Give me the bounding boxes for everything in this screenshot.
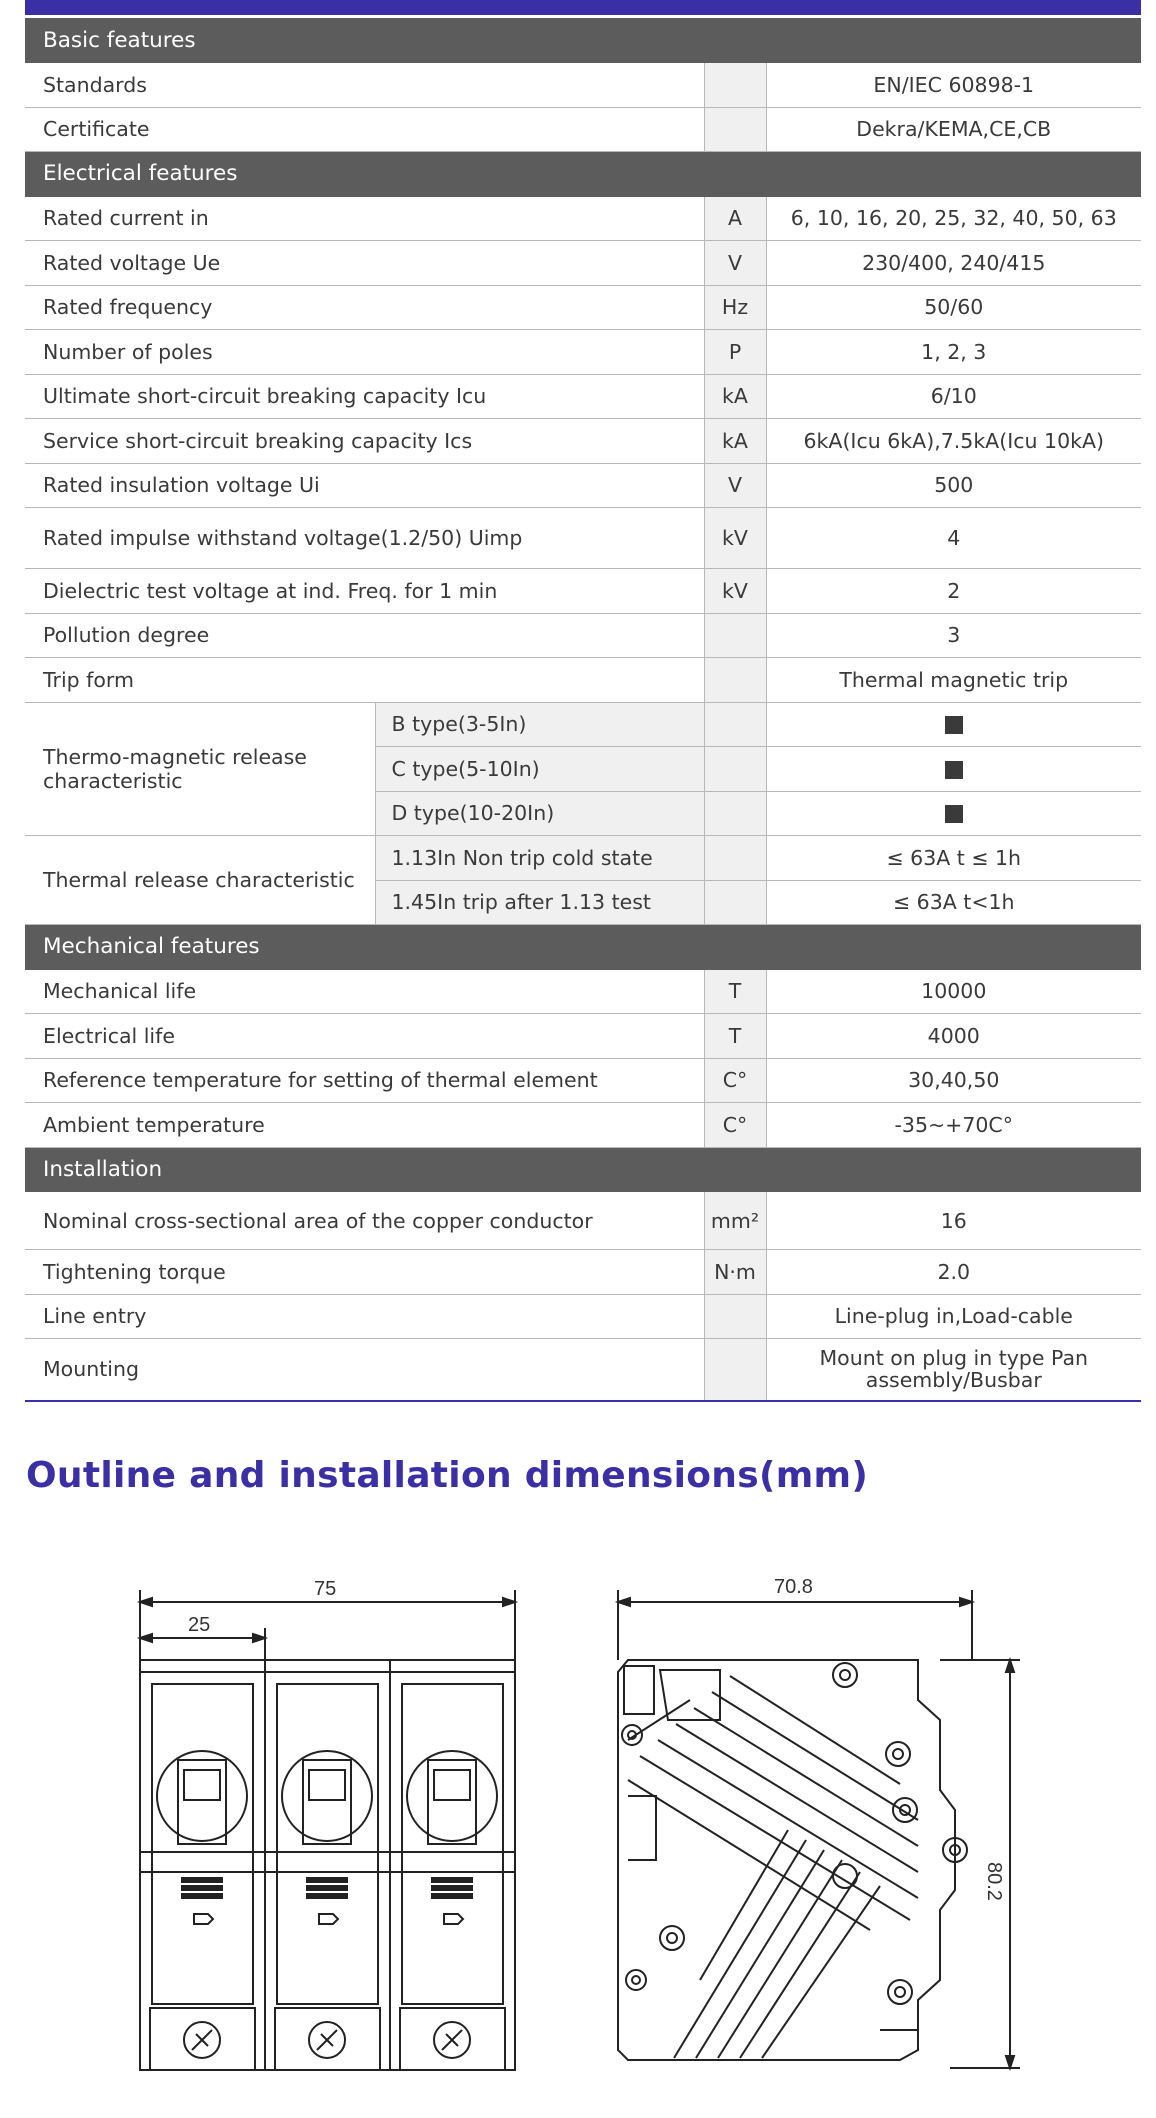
row-unit xyxy=(704,63,766,108)
row-sublabel: 1.13In Non trip cold state xyxy=(375,836,704,881)
row-unit: mm² xyxy=(704,1192,766,1250)
row-value: 500 xyxy=(766,463,1141,508)
table-row xyxy=(25,63,1141,108)
table-row xyxy=(25,374,1141,419)
row-value: Dekra/KEMA,CE,CB xyxy=(766,107,1141,152)
row-value xyxy=(766,702,1141,747)
row-unit: V xyxy=(704,463,766,508)
table-row xyxy=(25,1058,1141,1103)
row-label: Ultimate short-circuit breaking capacity Icu xyxy=(25,374,704,419)
row-unit: V xyxy=(704,241,766,286)
table-row xyxy=(25,330,1141,375)
row-sublabel: D type(10-20In) xyxy=(375,791,704,836)
dim-height: 80.2 xyxy=(983,1862,1005,1901)
dimension-lines-front xyxy=(140,1590,515,1660)
row-unit: P xyxy=(704,330,766,375)
row-value: 4 xyxy=(766,508,1141,569)
table-row xyxy=(25,1339,1141,1401)
table-row xyxy=(25,836,1141,881)
section-header xyxy=(25,925,1141,970)
row-value: 6/10 xyxy=(766,374,1141,419)
row-value: EN/IEC 60898-1 xyxy=(766,63,1141,108)
row-value: 6, 10, 16, 20, 25, 32, 40, 50, 63 xyxy=(766,196,1141,241)
table-row xyxy=(25,613,1141,658)
row-unit: Hz xyxy=(704,285,766,330)
row-label: Trip form xyxy=(25,658,704,703)
row-label: Rated insulation voltage Ui xyxy=(25,463,704,508)
side-view xyxy=(618,1660,967,2060)
section-title: Installation xyxy=(25,1147,1141,1192)
row-value: Thermal magnetic trip xyxy=(766,658,1141,703)
row-label: Rated impulse withstand voltage(1.2/50) Uimp xyxy=(25,508,704,569)
front-view xyxy=(140,1660,515,2070)
row-value: 2 xyxy=(766,569,1141,614)
table-row xyxy=(25,569,1141,614)
row-label: Ambient temperature xyxy=(25,1103,704,1148)
filled-square-icon xyxy=(945,716,963,734)
table-row xyxy=(25,107,1141,152)
row-label: Reference temperature for setting of thermal element xyxy=(25,1058,704,1103)
row-value: ≤ 63A t ≤ 1h xyxy=(766,836,1141,881)
row-value: 16 xyxy=(766,1192,1141,1250)
row-value: -35~+70C° xyxy=(766,1103,1141,1148)
row-unit: T xyxy=(704,969,766,1014)
row-value xyxy=(766,747,1141,792)
table-row xyxy=(25,969,1141,1014)
row-unit: C° xyxy=(704,1103,766,1148)
row-unit: A xyxy=(704,196,766,241)
table-row xyxy=(25,196,1141,241)
outline-drawing xyxy=(0,1560,1156,2090)
row-label: Service short-circuit breaking capacity Ics xyxy=(25,419,704,464)
table-row xyxy=(25,1014,1141,1059)
filled-square-icon xyxy=(945,805,963,823)
section-header xyxy=(25,18,1141,63)
row-unit xyxy=(704,1294,766,1339)
spec-table xyxy=(25,18,1141,1402)
row-unit xyxy=(704,836,766,881)
row-label: Rated current in xyxy=(25,196,704,241)
row-unit xyxy=(704,1339,766,1401)
row-unit xyxy=(704,791,766,836)
table-row xyxy=(25,463,1141,508)
row-value: 3 xyxy=(766,613,1141,658)
table-row xyxy=(25,419,1141,464)
row-value: 30,40,50 xyxy=(766,1058,1141,1103)
outline-title: Outline and installation dimensions(mm) xyxy=(26,1455,869,1496)
row-unit: kA xyxy=(704,419,766,464)
row-sublabel: 1.45In trip after 1.13 test xyxy=(375,880,704,925)
table-row xyxy=(25,285,1141,330)
row-value: 1, 2, 3 xyxy=(766,330,1141,375)
filled-square-icon xyxy=(945,761,963,779)
row-unit: N·m xyxy=(704,1250,766,1295)
row-value: 230/400, 240/415 xyxy=(766,241,1141,286)
dimension-lines-side xyxy=(618,1590,1020,2068)
row-label: Thermo-magnetic release characteristic xyxy=(25,702,375,836)
row-value xyxy=(766,791,1141,836)
row-unit: kV xyxy=(704,569,766,614)
top-accent-bar xyxy=(25,0,1141,15)
row-unit: kA xyxy=(704,374,766,419)
row-label: Tightening torque xyxy=(25,1250,704,1295)
row-value: 6kA(Icu 6kA),7.5kA(Icu 10kA) xyxy=(766,419,1141,464)
section-title: Mechanical features xyxy=(25,925,1141,970)
row-label: Mounting xyxy=(25,1339,704,1401)
row-unit: T xyxy=(704,1014,766,1059)
row-value: 50/60 xyxy=(766,285,1141,330)
table-row xyxy=(25,658,1141,703)
row-unit xyxy=(704,880,766,925)
row-label: Electrical life xyxy=(25,1014,704,1059)
row-sublabel: C type(5-10In) xyxy=(375,747,704,792)
dim-width-total: 75 xyxy=(314,1578,337,1600)
row-unit xyxy=(704,613,766,658)
row-value: Line-plug in,Load-cable xyxy=(766,1294,1141,1339)
row-unit: C° xyxy=(704,1058,766,1103)
table-row xyxy=(25,1103,1141,1148)
row-label: Certificate xyxy=(25,107,704,152)
row-unit xyxy=(704,658,766,703)
row-label: Thermal release characteristic xyxy=(25,836,375,925)
row-label: Dielectric test voltage at ind. Freq. for 1 min xyxy=(25,569,704,614)
row-sublabel: B type(3-5In) xyxy=(375,702,704,747)
row-label: Number of poles xyxy=(25,330,704,375)
row-value: Mount on plug in type Pan assembly/Busbar xyxy=(766,1339,1141,1401)
table-row xyxy=(25,1250,1141,1295)
row-value: 10000 xyxy=(766,969,1141,1014)
row-label: Mechanical life xyxy=(25,969,704,1014)
row-value: 4000 xyxy=(766,1014,1141,1059)
row-unit: kV xyxy=(704,508,766,569)
row-label: Rated voltage Ue xyxy=(25,241,704,286)
section-header xyxy=(25,152,1141,197)
table-row xyxy=(25,702,1141,747)
table-row xyxy=(25,508,1141,569)
row-label: Standards xyxy=(25,63,704,108)
row-unit xyxy=(704,747,766,792)
table-row xyxy=(25,1294,1141,1339)
dim-depth: 70.8 xyxy=(774,1576,813,1598)
dim-width-pole: 25 xyxy=(188,1614,211,1636)
row-label: Pollution degree xyxy=(25,613,704,658)
row-unit xyxy=(704,107,766,152)
row-value: ≤ 63A t<1h xyxy=(766,880,1141,925)
row-label: Rated frequency xyxy=(25,285,704,330)
table-row xyxy=(25,241,1141,286)
row-label: Nominal cross-sectional area of the copper conductor xyxy=(25,1192,704,1250)
table-row xyxy=(25,1192,1141,1250)
section-title: Electrical features xyxy=(25,152,1141,197)
row-value: 2.0 xyxy=(766,1250,1141,1295)
section-title: Basic features xyxy=(25,18,1141,63)
section-header xyxy=(25,1147,1141,1192)
row-label: Line entry xyxy=(25,1294,704,1339)
row-unit xyxy=(704,702,766,747)
